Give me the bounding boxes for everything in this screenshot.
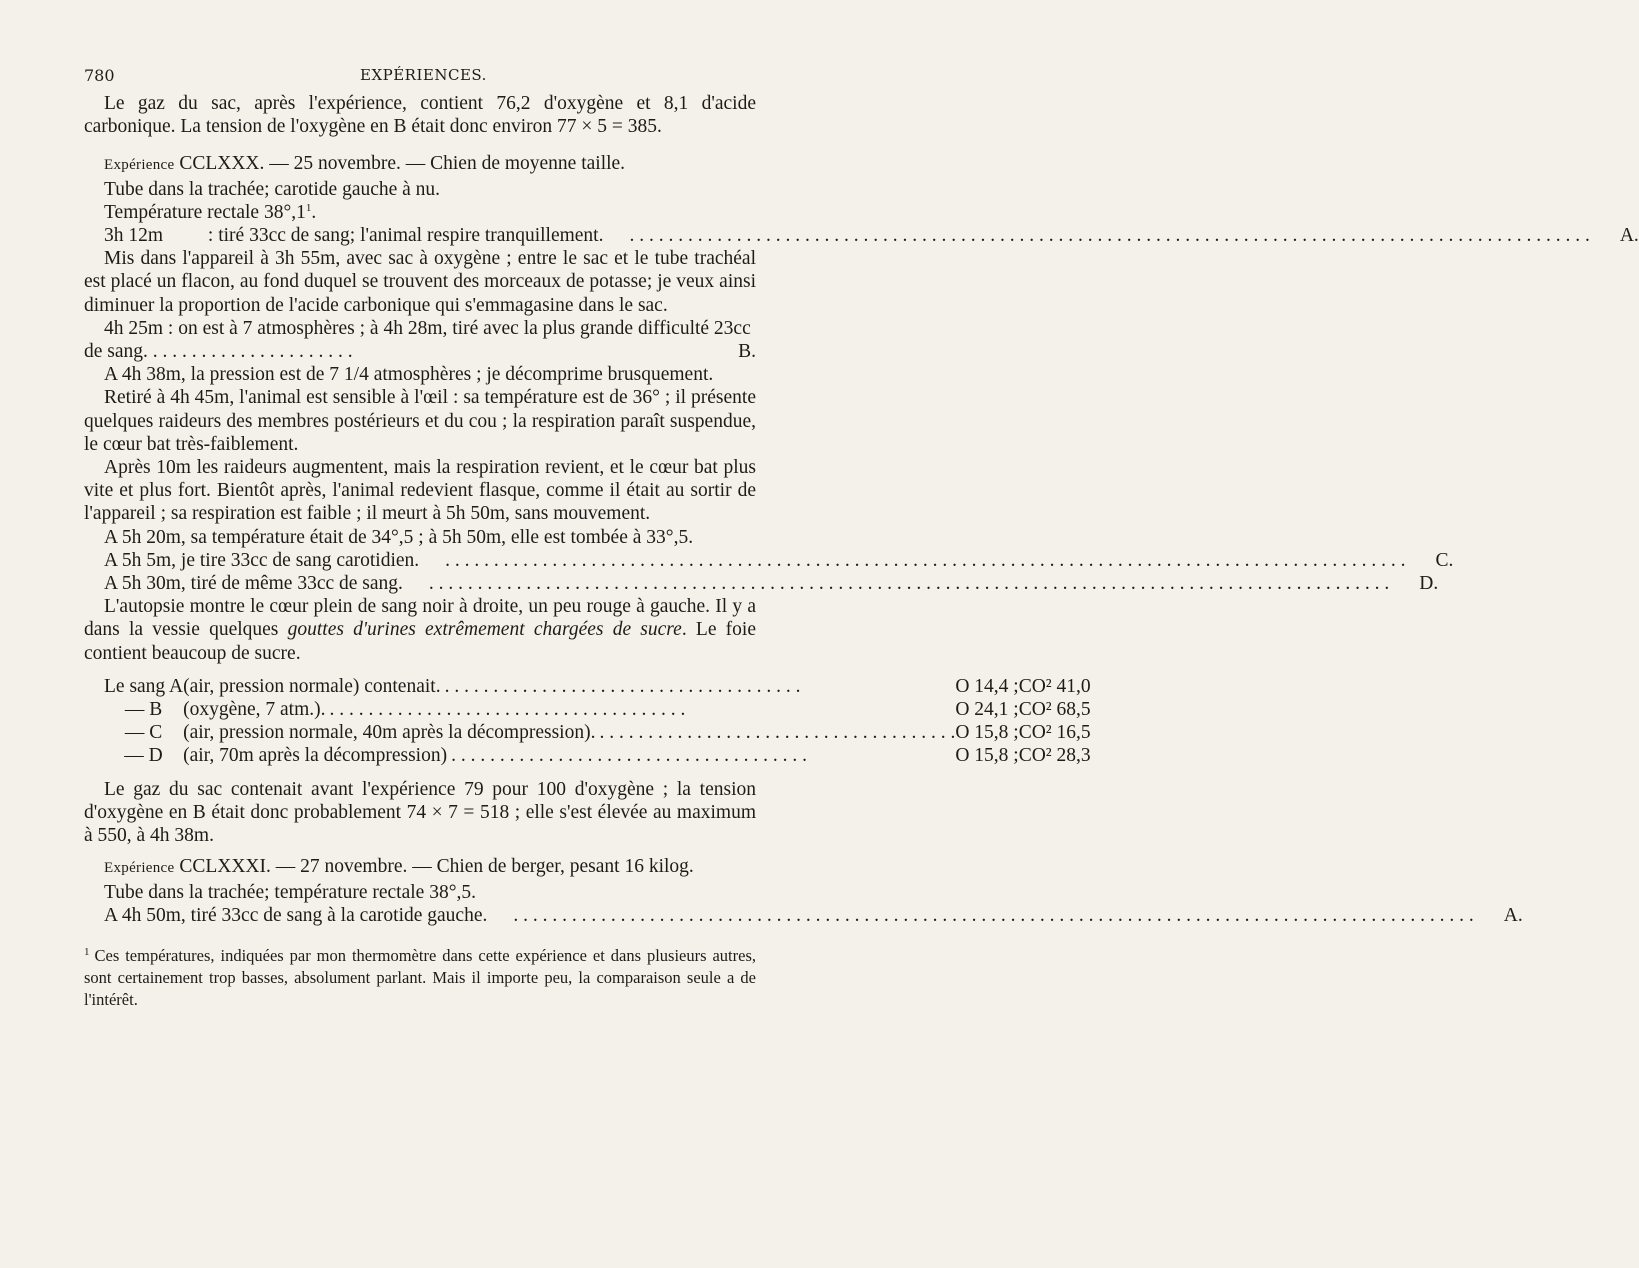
page-number: 780	[84, 66, 115, 85]
dot-leader	[403, 572, 1395, 595]
description-text: (air, pression normale) contenait.	[183, 675, 441, 697]
autopsy-text: L'autopsie montre le cœur plein de sang noir à droite, un peu rouge à gauche. Il y a dans la vessie quelques	[84, 596, 756, 641]
sample-d-text: A 5h 30m, tiré de même 33cc de sang.	[104, 573, 403, 595]
experiment-label: Expérience	[104, 860, 175, 877]
sample-label: — C	[124, 722, 163, 744]
table-row	[104, 744, 1091, 767]
autopsy-italic: gouttes d'urines extrêmement chargées de sucre	[287, 619, 682, 641]
description-text: (oxygène, 7 atm.).	[183, 699, 326, 721]
paragraph-after: Après 10m les raideurs augmentent, mais la respiration revient, et le cœur bat plus vite et plus fort. Bientôt après, l'animal redevient flasque, comme il était au sortir de l'appareil ; sa respiration est faible ; il meurt à 5h 50m, sans mouvement.	[84, 457, 756, 525]
sample-description	[183, 721, 955, 744]
experiment-280-heading	[84, 152, 756, 177]
sample-b-text: 4h 25m : on est à 7 atmosphères ; à 4h 28m, tiré avec la plus grande difficulté 23cc de sang.	[84, 317, 751, 363]
co2-value: CO² 16,5	[1018, 722, 1091, 744]
sample-a-text: : tiré 33cc de sang; l'animal respire tranquillement.	[207, 225, 604, 247]
sample-label: — D	[124, 745, 163, 767]
page-header	[84, 62, 756, 92]
sample-a-time: 3h 12m	[104, 225, 164, 247]
dot-leader	[447, 744, 955, 767]
temperature-text: Température rectale 38°,1	[104, 201, 306, 223]
sample-a-text: A 4h 50m, tiré 33cc de sang à la carotide gauche.	[104, 904, 488, 926]
body-text-continued	[84, 778, 1523, 927]
table-row	[104, 675, 1091, 698]
footnote-reference: 1	[305, 201, 312, 214]
description-text: (air, 70m après la décompression)	[183, 745, 448, 767]
autopsy-text-end: . Le foie contient beaucoup de sucre.	[84, 619, 756, 664]
sample-description	[183, 698, 955, 721]
sample-a-mark: A.	[1503, 904, 1523, 926]
table-row	[104, 698, 1091, 721]
sample-label: — B	[124, 699, 163, 721]
sample-b-line	[84, 317, 756, 363]
paragraph-retrieval: Retiré à 4h 45m, l'animal est sensible à l'œil : sa température est de 36° ; il présente quelques raideurs des membres postérieurs et du cou ; la respiration paraît suspendue, le cœur bat très-faiblement.	[84, 387, 756, 455]
blood-gas-table	[104, 675, 1091, 768]
sample-d-mark: D.	[1419, 573, 1439, 595]
footnote	[84, 941, 756, 1011]
dot-leader	[603, 224, 1595, 247]
dot-leader	[326, 698, 956, 721]
dot-leader	[595, 721, 955, 744]
experiment-281-heading	[84, 855, 756, 880]
sample-d-line	[84, 572, 1439, 595]
dot-leader: . . . . . . . . . . . . . . . . . . . . .	[147, 341, 353, 363]
experiment-280-tube: Tube dans la trachée; carotide gauche à nu.	[104, 178, 441, 200]
paragraph-gas-result: Le gaz du sac, après l'expérience, contient 76,2 d'oxygène et 8,1 d'acide carbonique. La tension de l'oxygène en B était donc environ 77 × 5 = 385.	[84, 93, 756, 138]
paragraph-pressure: A 4h 38m, la pression est de 7 1/4 atmosphères ; je décomprime brusquement.	[104, 364, 714, 386]
paragraph-autopsy	[84, 595, 756, 665]
dot-leader	[419, 549, 1411, 572]
experiment-280-temperature: Température rectale $38^\circ,1^1$.	[104, 201, 317, 223]
experiment-281-tube: Tube dans la trachée; température rectale 38°,5.	[104, 881, 477, 903]
footnote-text: Ces températures, indiquées par mon thermomètre dans cette expérience et dans plusieurs autres, sont certainement trop basses, absolument parlant. Mais il importe peu, la comparaison seule a de l'intérêt.	[84, 945, 756, 1009]
dot-leader	[441, 675, 956, 698]
co2-value: CO² 68,5	[1018, 699, 1091, 721]
paragraph-apparatus: Mis dans l'appareil à 3h 55m, avec sac à oxygène ; entre le sac et le tube trachéal est placé un flacon, au fond duquel se trouvent des morceaux de potasse; je veux ainsi diminuer la proportion de l'acide carbonique qui s'emmagasine dans le sac.	[84, 248, 756, 316]
running-title: EXPÉRIENCES.	[360, 66, 487, 84]
footnote-mark: 1	[84, 945, 90, 958]
experiment-title: CCLXXXI. — 27 novembre. — Chien de berger, pesant 16 kilog.	[174, 856, 694, 878]
co2-value: CO² 28,3	[1018, 745, 1091, 767]
experiment-281-sample-a-line	[84, 904, 1523, 927]
co2-value: CO² 41,0	[1018, 675, 1091, 697]
table-row	[104, 721, 1091, 744]
paragraph-temperature-drop: A 5h 20m, sa température était de 34°,5 ; à 5h 50m, elle est tombée à 33°,5.	[104, 526, 694, 548]
sample-c-text: A 5h 5m, je tire 33cc de sang carotidien.	[104, 549, 420, 571]
description-text: (air, pression normale, 40m après la décompression).	[183, 722, 596, 744]
sample-c-mark: C.	[1435, 549, 1454, 571]
experiment-label: Expérience	[104, 157, 175, 174]
sample-description	[183, 675, 955, 698]
sample-description	[183, 744, 955, 767]
body-text	[84, 92, 1639, 665]
dot-leader	[487, 904, 1479, 927]
oxygen-value: O 24,1 ;	[955, 699, 1019, 721]
oxygen-value: O 14,4 ;	[955, 675, 1019, 697]
sample-label: Le sang A	[104, 675, 184, 697]
sample-a-mark: A.	[1619, 225, 1639, 247]
sample-c-line	[84, 549, 1454, 572]
book-page	[84, 62, 1639, 1011]
sample-a-line	[84, 224, 1639, 247]
oxygen-value: O 15,8 ;	[955, 745, 1019, 767]
oxygen-value: O 15,8 ;	[955, 722, 1019, 744]
sample-b-mark: B.	[738, 341, 756, 363]
experiment-title: CCLXXX. — 25 novembre. — Chien de moyenne taille.	[174, 153, 626, 175]
paragraph-bag-gas: Le gaz du sac contenait avant l'expérience 79 pour 100 d'oxygène ; la tension d'oxygène en B était donc probablement 74 × 7 = 518 ; elle s'est élevée au maximum à 550, à 4h 38m.	[84, 778, 756, 847]
